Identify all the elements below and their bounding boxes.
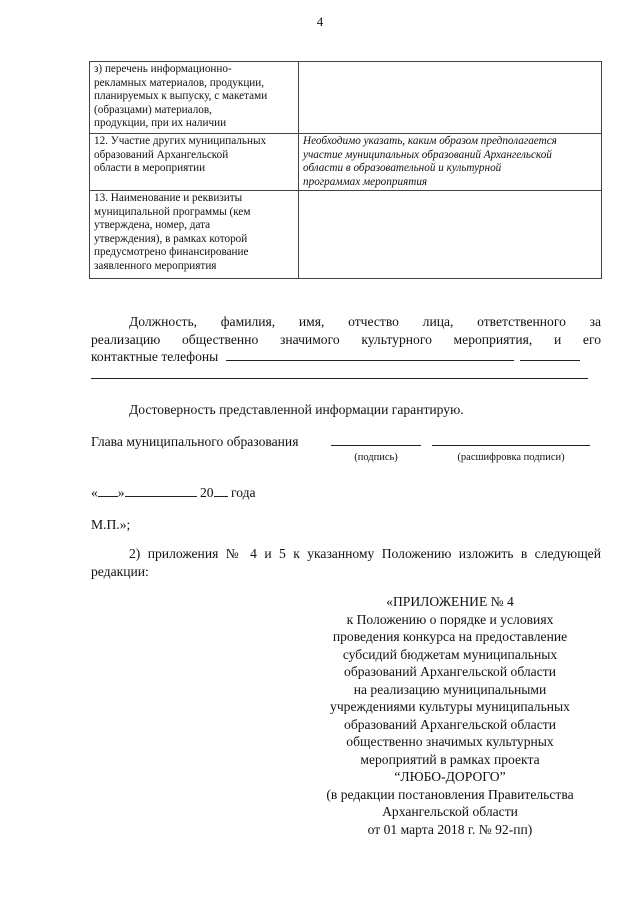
value-line: участие муниципальных образований Архангельской <box>303 148 552 161</box>
date-close-quote: » <box>117 485 125 500</box>
contact-phones-field-extra[interactable] <box>520 348 580 361</box>
item-2-paragraph: 2) приложения № 4 и 5 к указанному Положению изложить в следующей редакции: <box>91 546 601 579</box>
signature-decode-caption: (расшифровка подписи) <box>457 452 565 463</box>
responsible-line-2: реализацию общественно значимого культурного мероприятия, и его <box>91 331 601 347</box>
label-line: утверждена, номер, дата <box>94 219 211 231</box>
label-line: рекламных материалов, продукции, <box>94 76 265 89</box>
row-value-cell[interactable] <box>299 191 602 279</box>
label-line: продукции, при их наличии <box>94 117 227 129</box>
date-open-quote: « <box>91 485 98 500</box>
signature-decode-field[interactable] <box>432 445 590 446</box>
label-line: утверждения), в рамках которой <box>94 232 248 245</box>
row-label-cell <box>90 191 299 279</box>
value-line: программах мероприятия <box>303 175 428 188</box>
responsible-line-4 <box>91 366 601 380</box>
year-prefix: 20 <box>200 485 214 500</box>
appendix-line: образований Архангельской области <box>344 716 556 732</box>
responsible-person-block <box>91 313 601 380</box>
month-field[interactable] <box>125 485 197 497</box>
label-line: планируемых к выпуску, с макетами <box>94 90 268 102</box>
table-row <box>90 191 602 279</box>
label-line: заявленного мероприятия <box>94 259 217 272</box>
year-suffix: года <box>227 485 256 500</box>
table-row <box>90 62 602 134</box>
year-field[interactable] <box>214 485 228 497</box>
signature-field[interactable] <box>331 445 421 446</box>
stamp-place: М.П.»; <box>91 517 131 532</box>
contact-phones-label: контактные телефоны <box>91 349 219 364</box>
value-line: Необходимо указать, каким образом предполагается <box>303 135 557 147</box>
appendix-line: к Положению о порядке и условиях <box>346 611 554 627</box>
row-label-cell <box>90 134 299 191</box>
appendix-line: общественно значимых культурных <box>346 734 554 749</box>
appendix-line: Архангельской области <box>382 804 518 819</box>
application-form-table <box>89 61 602 279</box>
label-line: области в мероприятии <box>94 162 206 174</box>
appendix-line: проведения конкурса на предоставление <box>332 629 568 644</box>
responsible-continuation-field[interactable] <box>91 366 588 379</box>
appendix-line: субсидий бюджетам муниципальных <box>342 646 558 662</box>
label-line: муниципальной программы (кем <box>94 205 251 218</box>
contact-phones-field[interactable] <box>226 348 514 361</box>
label-line: предусмотрено финансирование <box>94 246 249 258</box>
appendix-line: от 01 марта 2018 г. № 92-пп) <box>367 821 533 837</box>
date-line <box>91 485 256 501</box>
appendix-line: на реализацию муниципальными <box>353 681 547 697</box>
guarantee-statement: Достоверность представленной информации гарантирую. <box>129 402 464 417</box>
label-line: (образцами) материалов, <box>94 103 212 116</box>
head-of-municipality-label: Глава муниципального образования <box>91 434 299 449</box>
row-value-cell[interactable] <box>299 134 602 191</box>
page-number: 4 <box>316 14 324 29</box>
appendix-project-name: “ЛЮБО-ДОРОГО” <box>394 769 506 784</box>
appendix-line: учреждениями культуры муниципальных <box>330 699 570 714</box>
appendix-line: образований Архангельской области <box>344 664 556 679</box>
responsible-line-1: Должность, фамилия, имя, отчество лица, ответственного за <box>129 314 601 329</box>
row-label-cell <box>90 62 299 134</box>
responsible-line-3 <box>91 348 601 366</box>
day-field[interactable] <box>98 485 118 497</box>
label-line: з) перечень информационно- <box>94 63 232 75</box>
value-line: области в образовательной и культурной <box>303 162 502 174</box>
appendix-title: «ПРИЛОЖЕНИЕ № 4 <box>386 594 514 609</box>
label-line: 12. Участие других муниципальных <box>94 135 267 147</box>
appendix-line: мероприятий в рамках проекта <box>360 751 540 767</box>
signature-caption: (подпись) <box>354 452 398 463</box>
table-row <box>90 134 602 191</box>
row-value-cell[interactable] <box>299 62 602 134</box>
label-line: образований Архангельской <box>94 148 229 161</box>
label-line: 13. Наименование и реквизиты <box>94 192 243 204</box>
appendix-line: (в редакции постановления Правительства <box>326 786 574 802</box>
appendix-header <box>300 593 600 838</box>
